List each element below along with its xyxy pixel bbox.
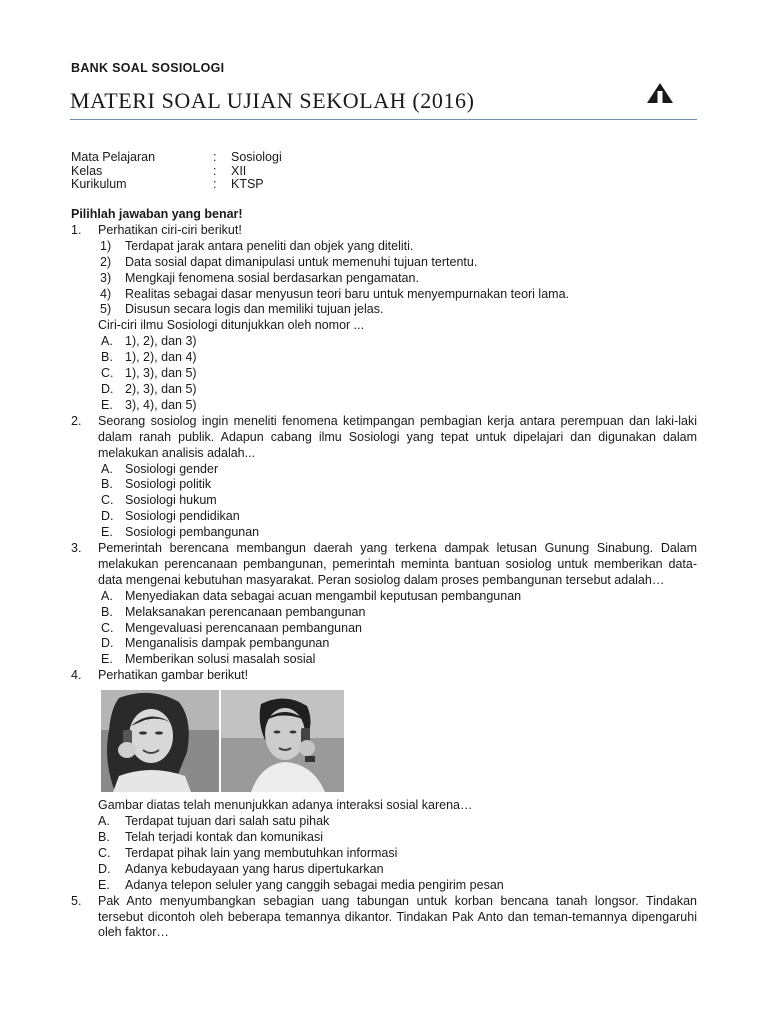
option-text: Adanya telepon seluler yang canggih sebagai media pengirim pesan bbox=[125, 877, 504, 892]
option-letter: E. bbox=[101, 652, 113, 667]
answer-option bbox=[98, 525, 697, 541]
answer-option bbox=[98, 621, 697, 637]
meta-colon: : bbox=[213, 163, 217, 178]
option-text: Mengevaluasi perencanaan pembangunan bbox=[125, 620, 362, 635]
statement-marker: 3) bbox=[100, 270, 112, 285]
answer-option bbox=[98, 830, 697, 846]
meta-value: XII bbox=[231, 163, 247, 178]
subject-info bbox=[71, 151, 282, 192]
question-text: Perhatikan gambar berikut! bbox=[98, 668, 249, 683]
meta-label: Kelas bbox=[71, 163, 103, 178]
option-letter: E. bbox=[101, 525, 113, 540]
woman-on-phone-photo bbox=[101, 690, 219, 792]
question-2 bbox=[71, 414, 697, 462]
answer-option bbox=[98, 846, 697, 862]
bank-label: BANK SOAL SOSIOLOGI bbox=[71, 61, 225, 75]
question-number: 1. bbox=[71, 222, 82, 237]
option-letter: B. bbox=[101, 477, 113, 492]
option-letter: B. bbox=[98, 830, 110, 844]
option-text: Memberikan solusi masalah sosial bbox=[125, 652, 316, 667]
question-text: Seorang sosiolog ingin meneliti fenomena ketimpangan pembagian kerja antara perempuan dan laki-laki dalam ranah publik. Adapun cabang ilmu Sosiologi yang tepat untuk dipelajari dan digunakan dalam melakukan analisis adalah... bbox=[98, 413, 697, 460]
statement-text: Terdapat jarak antara peneliti dan objek yang diteliti. bbox=[125, 238, 414, 253]
statement-list bbox=[98, 239, 697, 319]
question-1 bbox=[71, 223, 697, 239]
answer-option bbox=[98, 462, 697, 478]
answer-option bbox=[98, 382, 697, 398]
answer-option bbox=[98, 605, 697, 621]
statement-text: Disusun secara logis dan memiliki tujuan jelas. bbox=[125, 302, 384, 317]
option-text: Terdapat tujuan dari salah satu pihak bbox=[125, 814, 330, 829]
option-letter: D. bbox=[98, 861, 111, 876]
answer-option bbox=[98, 814, 697, 830]
question-text: Perhatikan ciri-ciri berikut! bbox=[98, 222, 242, 237]
option-text: Menganalisis dampak pembangunan bbox=[125, 636, 330, 651]
answer-option bbox=[98, 366, 697, 382]
statement bbox=[98, 239, 697, 255]
meta-row bbox=[71, 178, 282, 192]
statement bbox=[98, 271, 697, 287]
option-text: 1), 3), dan 5) bbox=[125, 366, 197, 381]
option-text: 2), 3), dan 5) bbox=[125, 381, 197, 396]
statement bbox=[98, 255, 697, 271]
answer-option bbox=[98, 477, 697, 493]
answer-option bbox=[98, 652, 697, 668]
question-followup: Gambar diatas telah menunjukkan adanya interaksi sosial karena… bbox=[98, 798, 473, 813]
meta-row bbox=[71, 151, 282, 165]
question-4 bbox=[71, 668, 697, 684]
answer-option bbox=[98, 862, 697, 878]
statement-marker: 5) bbox=[100, 302, 112, 317]
question-text: Pak Anto menyumbangkan sebagian uang tabungan untuk korban bencana tanah longsor. Tindakan tersebut dicontoh oleh beberapa temannya dikantor. Tindakan Pak Anto dan teman-temannya dipengaruhi oleh faktor… bbox=[98, 893, 697, 940]
statement-text: Mengkaji fenomena sosial berdasarkan pengamatan. bbox=[125, 270, 419, 285]
option-text: Terdapat pihak lain yang membutuhkan informasi bbox=[125, 845, 398, 860]
option-letter: C. bbox=[101, 620, 114, 635]
option-text: 1), 2), dan 4) bbox=[125, 350, 197, 365]
statement-text: Realitas sebagai dasar menyusun teori baru untuk menyempurnakan teori lama. bbox=[125, 286, 569, 301]
man-on-phone-photo bbox=[221, 690, 344, 792]
option-text: Telah terjadi kontak dan komunikasi bbox=[125, 830, 324, 844]
statement bbox=[98, 302, 697, 318]
option-text: Sosiologi hukum bbox=[125, 493, 217, 508]
statement-marker: 1) bbox=[100, 238, 112, 253]
option-letter: B. bbox=[101, 604, 113, 619]
option-letter: A. bbox=[101, 588, 113, 603]
option-letter: E. bbox=[101, 397, 113, 412]
option-letter: B. bbox=[101, 350, 113, 365]
meta-label: Mata Pelajaran bbox=[71, 150, 156, 164]
question-text: Pemerintah berencana membangun daerah yang terkena dampak letusan Gunung Sinabung. Dalam melakukan perencanaan pembangunan, pemerintah meminta bantuan sosiolog untuk memberikan data-data mengenai kebutuhan masyarakat. Peran sosiolog dalam proses pembangunan tersebut adalah… bbox=[98, 541, 697, 587]
question-5 bbox=[71, 894, 697, 942]
title-divider bbox=[70, 119, 697, 120]
answer-option bbox=[98, 509, 697, 525]
option-text: Sosiologi gender bbox=[125, 461, 219, 476]
answer-option bbox=[98, 589, 697, 605]
option-letter: A. bbox=[101, 334, 113, 349]
answer-options bbox=[98, 462, 697, 542]
meta-row bbox=[71, 165, 282, 179]
meta-value: Sosiologi bbox=[231, 150, 282, 164]
option-text: Sosiologi pembangunan bbox=[125, 525, 260, 540]
question-number: 4. bbox=[71, 668, 82, 683]
statement-marker: 2) bbox=[100, 254, 112, 269]
meta-colon: : bbox=[213, 177, 217, 191]
option-letter: E. bbox=[98, 877, 110, 892]
statement bbox=[98, 287, 697, 303]
option-letter: C. bbox=[98, 845, 111, 860]
option-text: Sosiologi politik bbox=[125, 477, 212, 492]
instruction: Pilihlah jawaban yang benar! bbox=[71, 207, 243, 221]
question-number: 2. bbox=[71, 413, 82, 428]
option-text: Menyediakan data sebagai acuan mengambil keputusan pembangunan bbox=[125, 588, 522, 603]
triangle-logo-icon bbox=[646, 82, 674, 104]
option-text: 1), 2), dan 3) bbox=[125, 334, 197, 349]
answer-option bbox=[98, 493, 697, 509]
meta-label: Kurikulum bbox=[71, 177, 127, 191]
answer-option bbox=[98, 334, 697, 350]
question-number: 5. bbox=[71, 893, 82, 908]
statement-marker: 4) bbox=[100, 286, 112, 301]
meta-colon: : bbox=[213, 150, 217, 164]
question-followup: Ciri-ciri ilmu Sosiologi ditunjukkan oleh nomor ... bbox=[98, 318, 365, 333]
answer-options bbox=[98, 814, 697, 894]
option-text: 3), 4), dan 5) bbox=[125, 397, 197, 412]
option-letter: D. bbox=[101, 636, 114, 651]
option-letter: C. bbox=[101, 366, 114, 381]
option-letter: D. bbox=[101, 509, 114, 524]
answer-options bbox=[98, 589, 697, 669]
answer-options bbox=[98, 334, 697, 414]
statement-text: Data sosial dapat dimanipulasi untuk memenuhi tujuan tertentu. bbox=[125, 254, 478, 269]
answer-option bbox=[98, 878, 697, 894]
option-text: Melaksanakan perencanaan pembangunan bbox=[125, 604, 366, 619]
option-letter: A. bbox=[101, 461, 113, 476]
option-letter: D. bbox=[101, 381, 114, 396]
answer-option bbox=[98, 350, 697, 366]
page-title: MATERI SOAL UJIAN SEKOLAH (2016) bbox=[70, 88, 475, 113]
meta-value: KTSP bbox=[231, 177, 264, 191]
answer-option bbox=[98, 398, 697, 414]
phone-call-photo bbox=[101, 690, 344, 792]
question-list bbox=[71, 207, 697, 941]
answer-option bbox=[98, 636, 697, 652]
question-number: 3. bbox=[71, 541, 82, 556]
option-letter: C. bbox=[101, 493, 114, 508]
option-text: Adanya kebudayaan yang harus dipertukarkan bbox=[125, 861, 384, 876]
option-letter: A. bbox=[98, 814, 110, 829]
option-text: Sosiologi pendidikan bbox=[125, 509, 240, 524]
question-3 bbox=[71, 541, 697, 589]
